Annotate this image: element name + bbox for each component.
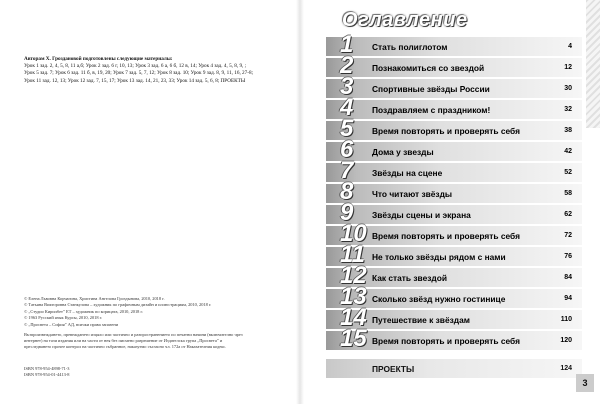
toc-item-page: 110 (560, 316, 572, 323)
toc-item-3[interactable] (326, 73, 582, 100)
toc-item-number: 11 (340, 241, 365, 268)
toc-item-number: 6 (340, 136, 354, 163)
toc-item-label: Сколько звёзд нужно гостинице (372, 293, 506, 304)
isbn-line: ISBN 978-954-01-4413-8 (24, 372, 70, 378)
toc-item-page: 42 (564, 148, 572, 155)
toc-item-8[interactable] (326, 178, 582, 205)
book-spine (296, 0, 304, 404)
authors-note (24, 56, 294, 85)
toc-item-page: 72 (564, 232, 572, 239)
toc-item-number: 9 (340, 199, 354, 226)
toc-item-label: Спортивные звёзды России (372, 83, 490, 94)
toc-item-label: Как стать звездой (372, 272, 447, 283)
toc-item-6[interactable] (326, 136, 582, 163)
toc-item-page: 62 (564, 211, 572, 218)
toc-item-label: Время повторять и проверять себя (372, 125, 520, 136)
toc-item-label: Путешествие к звёздам (372, 314, 470, 325)
toc-item-page: 120 (560, 337, 572, 344)
toc-item-label: Познакомиться со звездой (372, 62, 485, 73)
toc-item-page: 30 (564, 85, 572, 92)
toc-item-label: Что читают звёзды (372, 188, 453, 199)
toc-page (304, 0, 600, 404)
legal-notice: Възпроизвеждането, превеждането изцяло или частично и разпространението по печатни начини (включително чрез интернет) на тази издания или на части от нея без писмено разрешение от Издателска група „Просвета” и преследването прочее контрол на частично събранное, наказуемо съгласно чл. 172а от Наказателния кодекс. (24, 332, 243, 349)
copyright-line: © „Студио Кирилбет” ЕТ – художник по корицата, 2010, 2018 г. (24, 308, 143, 314)
toc-item-label: Стать полиглотом (372, 41, 448, 52)
isbn-block (24, 366, 70, 379)
toc-item-number: 4 (340, 94, 354, 121)
toc-item-projects[interactable] (326, 359, 582, 378)
isbn-line: ISBN 978-954-4898-71-3 (24, 366, 70, 371)
authors-line: Урок 5 зад. 7; Урок 6 зад. 11 б, в, 19, 20; Урок 7 зад. 5, 7, 12; Урок 8 зад. 10; Урок 9 зад. 8, 9, 11, 16, 27-8; (24, 70, 254, 77)
toc-item-page: 58 (564, 190, 572, 197)
copyright-line: © 1963 Русский язык Курсы, 2010, 2018 г. (24, 315, 103, 321)
authors-line: Урок 1 зад. 2, 4, 5, 8, 11 а,б; Урок 2 зад. 6 г, 10, 13; Урок 3 зад. 6 а, 6 б, 12 в, 14; Урок 4 зад. 4, 5, 8, 9, ; (24, 63, 247, 70)
toc-item-number: 5 (340, 115, 354, 142)
toc-item-number: 7 (340, 157, 354, 184)
toc-item-label: ПРОЕКТЫ (372, 364, 415, 374)
toc-item-number: 10 (340, 220, 367, 247)
toc-item-4[interactable] (326, 94, 582, 121)
toc-item-number: 15 (340, 325, 367, 352)
toc-item-7[interactable] (326, 157, 582, 184)
toc-item-number: 13 (340, 283, 367, 310)
toc-item-label: Поздравляем с праздником! (372, 104, 491, 115)
page-number: 3 (576, 374, 594, 392)
toc-item-number: 1 (340, 31, 354, 58)
toc-item-label: Не только звёзды рядом с нами (372, 251, 506, 262)
copyright-line: © Татьяна Викторовна Станкулова – художник по графичным дизайн и иллюстрациям, 2010, 2018 г. (24, 302, 212, 308)
toc-title: Оглавление (342, 9, 468, 31)
toc-item-page: 38 (564, 127, 572, 134)
toc-item-page: 52 (564, 169, 572, 176)
toc-item-number: 8 (340, 178, 354, 205)
toc-item-number: 2 (340, 52, 354, 79)
toc-item-page: 76 (564, 253, 572, 260)
copyright-line: © Елена Львовна Корчагина, Христина Ангелова Гроздынова, 2010, 2018 г. (24, 296, 165, 301)
toc-item-label: Звёзды сцены и экрана (372, 209, 471, 220)
toc-item-number: 12 (340, 262, 367, 289)
toc-item-label: Время повторять и проверять себя (372, 230, 520, 241)
toc-item-5[interactable] (326, 115, 582, 142)
toc-item-page: 94 (564, 295, 572, 302)
toc-item-label: Звёзды на сцене (372, 167, 443, 178)
authors-heading: Авторам Х. Гроздановой подготовлены следующие материалы: (24, 56, 173, 62)
copyright-line: © „Просвета – София” АД, всички права запазени (24, 321, 119, 327)
toc-item-page: 4 (568, 43, 572, 50)
toc-item-page: 124 (560, 365, 572, 372)
toc-item-label: Время повторять и проверять себя (372, 335, 520, 346)
toc-item-2[interactable] (326, 52, 582, 79)
toc-item-page: 32 (564, 106, 572, 113)
toc-item-label: Дома у звезды (372, 146, 434, 157)
copyright-block (24, 296, 294, 328)
decorative-texture (586, 0, 600, 128)
authors-line: Урок 11 зад. 12, 13; Урок 12 зад. 7, 15, 17; Урок 13 зад. 14, 21, 23, 33; Урок 14 зад. 5, 6, 8; ПРОЕКТЫ (24, 77, 246, 84)
toc-item-page: 12 (564, 64, 572, 71)
toc-item-page: 84 (564, 274, 572, 281)
toc-item-1[interactable] (326, 31, 582, 58)
toc-item-number: 14 (340, 304, 367, 331)
toc-item-15[interactable] (326, 325, 582, 352)
toc-item-number: 3 (340, 73, 354, 100)
